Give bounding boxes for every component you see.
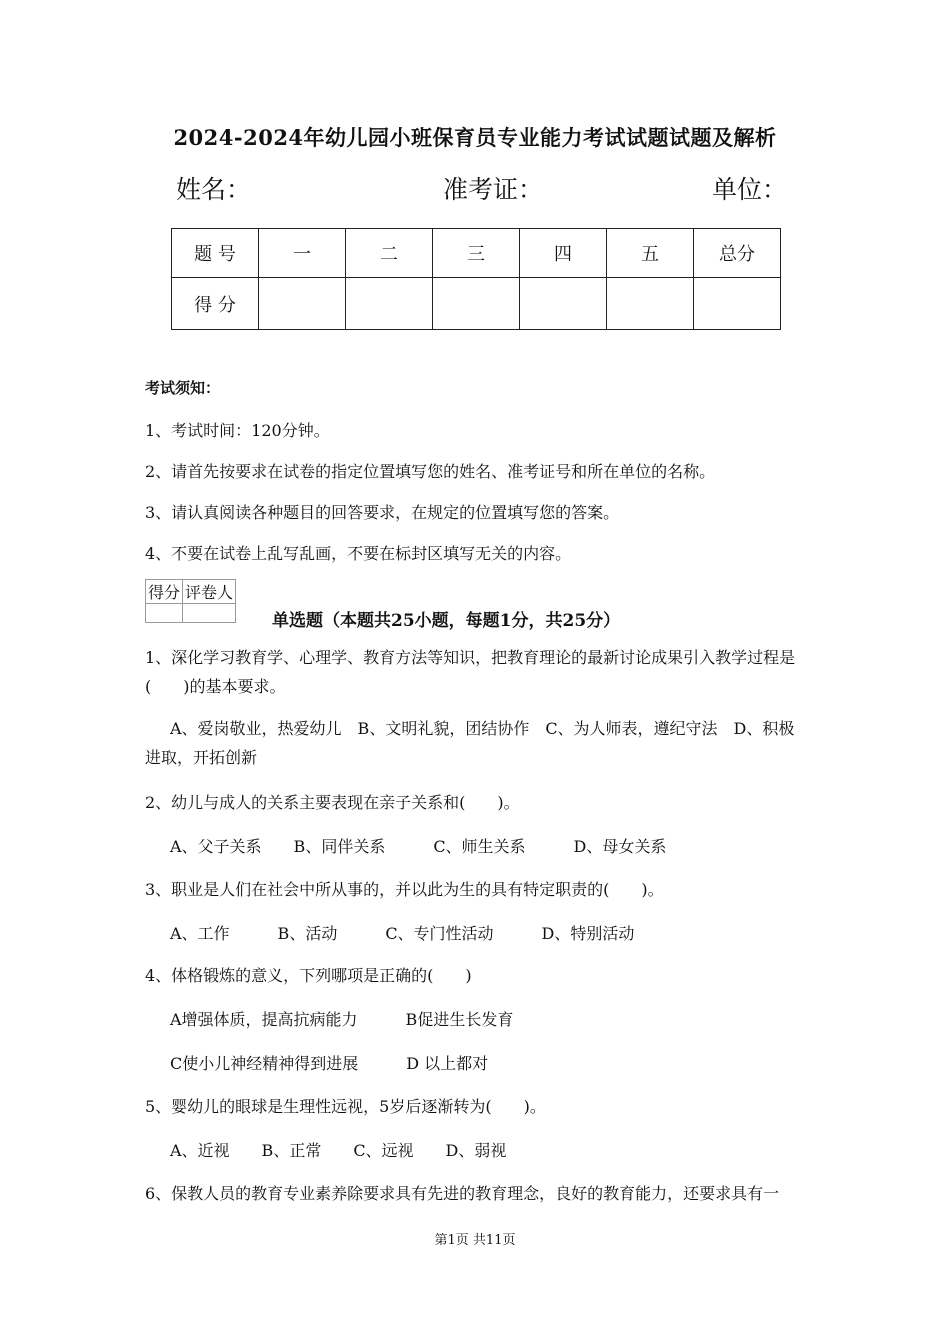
question-3-options: A、工作 B、活动 C、专门性活动 D、特别活动 [170,924,635,943]
question-1-options: A、爱岗敬业，热爱幼儿 B、文明礼貌，团结协作 C、为人师表，遵纪守法 D、积极进取，开拓创新 [145,719,795,767]
section-2-header: 二 [346,229,433,278]
reviewer-name-label: 评卷人 [183,580,236,604]
score-cell-3[interactable] [433,278,520,330]
notice-item: 1、考试时间：120分钟。 [145,421,330,440]
section-3-header: 三 [433,229,520,278]
page-title: 2024-2024年幼儿园小班保育员专业能力考试试题试题及解析 [173,125,777,150]
reviewer-score-cell[interactable] [146,604,183,623]
score-table [171,228,781,330]
total-header: 总分 [694,229,781,278]
score-cell-total[interactable] [694,278,781,330]
question-6: 6、保教人员的教育专业素养除要求具有先进的教育理念，良好的教育能力，还要求具有一 [145,1184,780,1203]
question-4-options-cd: C使小儿神经精神得到进展 D 以上都对 [170,1054,489,1073]
score-cell-4[interactable] [520,278,607,330]
name-label: 姓名： [176,175,252,204]
score-cell-5[interactable] [607,278,694,330]
question-3: 3、职业是人们在社会中所从事的，并以此为生的具有特定职责的( )。 [145,880,664,899]
reviewer-name-cell[interactable] [183,604,236,623]
question-1: 1、深化学习教育学、心理学、教育方法等知识，把教育理论的最新讨论成果引入教学过程是( )的基本要求。 [145,648,796,696]
page-footer: 第1页 共11页 [434,1233,516,1248]
section-4-header: 四 [520,229,607,278]
question-2: 2、幼儿与成人的关系主要表现在亲子关系和( )。 [145,793,520,812]
question-number-header: 题 号 [172,229,259,278]
score-cell-1[interactable] [259,278,346,330]
question-5-options: A、近视 B、正常 C、远视 D、弱视 [170,1141,507,1160]
reviewer-score-label: 得分 [146,580,183,604]
section-title: 单选题（本题共25小题，每题1分，共25分） [272,611,621,631]
unit-label: 单位： [712,175,788,204]
score-table-score-row [172,278,781,330]
question-5: 5、婴幼儿的眼球是生理性远视，5岁后逐渐转为( )。 [145,1097,546,1116]
notice-heading: 考试须知： [145,379,221,397]
question-4: 4、体格锻炼的意义，下列哪项是正确的( ) [145,966,472,985]
score-table-header-row [172,229,781,278]
section-5-header: 五 [607,229,694,278]
reviewer-box [145,579,236,623]
section-1-header: 一 [259,229,346,278]
score-cell-2[interactable] [346,278,433,330]
score-row-label: 得 分 [172,278,259,330]
notice-item: 3、请认真阅读各种题目的回答要求，在规定的位置填写您的答案。 [145,503,620,522]
notice-item: 4、不要在试卷上乱写乱画，不要在标封区填写无关的内容。 [145,544,572,563]
notice-item: 2、请首先按要求在试卷的指定位置填写您的姓名、准考证号和所在单位的名称。 [145,462,716,481]
exam-id-label: 准考证： [443,175,544,204]
question-4-options-ab: A增强体质，提高抗病能力 B促进生长发育 [170,1010,514,1029]
question-2-options: A、父子关系 B、同伴关系 C、师生关系 D、母女关系 [170,837,667,856]
